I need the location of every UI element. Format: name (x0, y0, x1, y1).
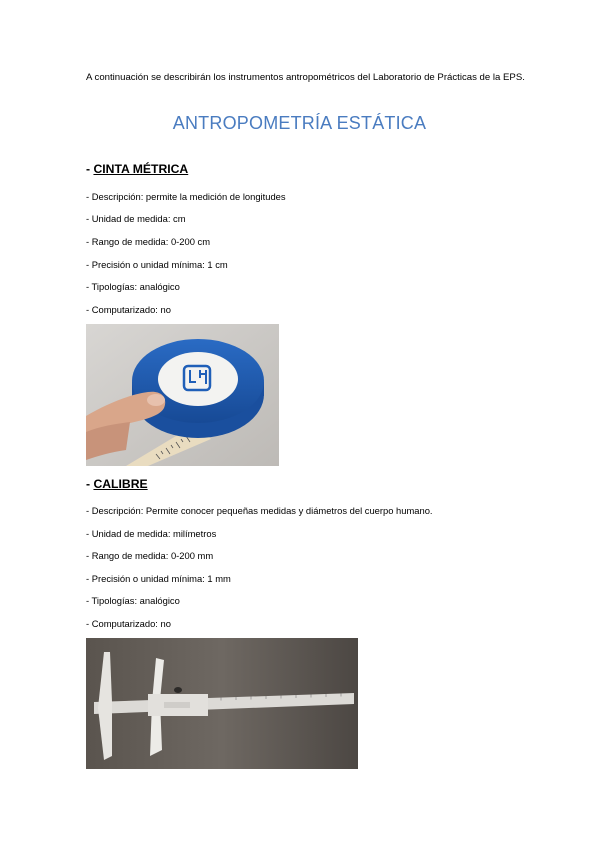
section-heading-prefix: - (86, 162, 94, 176)
caliper-photo (86, 638, 358, 769)
page-title: ANTROPOMETRÍA ESTÁTICA (172, 113, 427, 133)
calibre-descripcion: - Descripción: Permite conocer pequeñas medidas y diámetros del cuerpo humano. (86, 505, 433, 516)
calibre-rango: - Rango de medida: 0-200 mm (86, 550, 214, 561)
calibre-precision: - Precisión o unidad mínima: 1 mm (86, 573, 231, 584)
cinta-descripcion: - Descripción: permite la medición de longitudes (86, 191, 286, 202)
cinta-computarizado: - Computarizado: no (86, 304, 171, 315)
cinta-precision: - Precisión o unidad mínima: 1 cm (86, 259, 228, 270)
section-heading-title: CINTA MÉTRICA (93, 162, 189, 176)
intro-paragraph: A continuación se describirán los instrumentos antropométricos del Laboratorio de Prácticas de la EPS. (86, 72, 525, 83)
section-heading-cinta-metrica (86, 162, 188, 176)
tape-measure-photo (86, 324, 279, 466)
calibre-computarizado: - Computarizado: no (86, 618, 171, 629)
section-heading-title: CALIBRE (93, 477, 148, 491)
cinta-tipologias: - Tipologías: analógico (86, 281, 180, 292)
calibre-tipologias: - Tipologías: analógico (86, 595, 180, 606)
section-heading-prefix: - (86, 477, 94, 491)
calibre-unidad: - Unidad de medida: milímetros (86, 528, 217, 539)
cinta-rango: - Rango de medida: 0-200 cm (86, 236, 211, 247)
section-heading-calibre (86, 477, 148, 491)
cinta-unidad: - Unidad de medida: cm (86, 213, 186, 224)
